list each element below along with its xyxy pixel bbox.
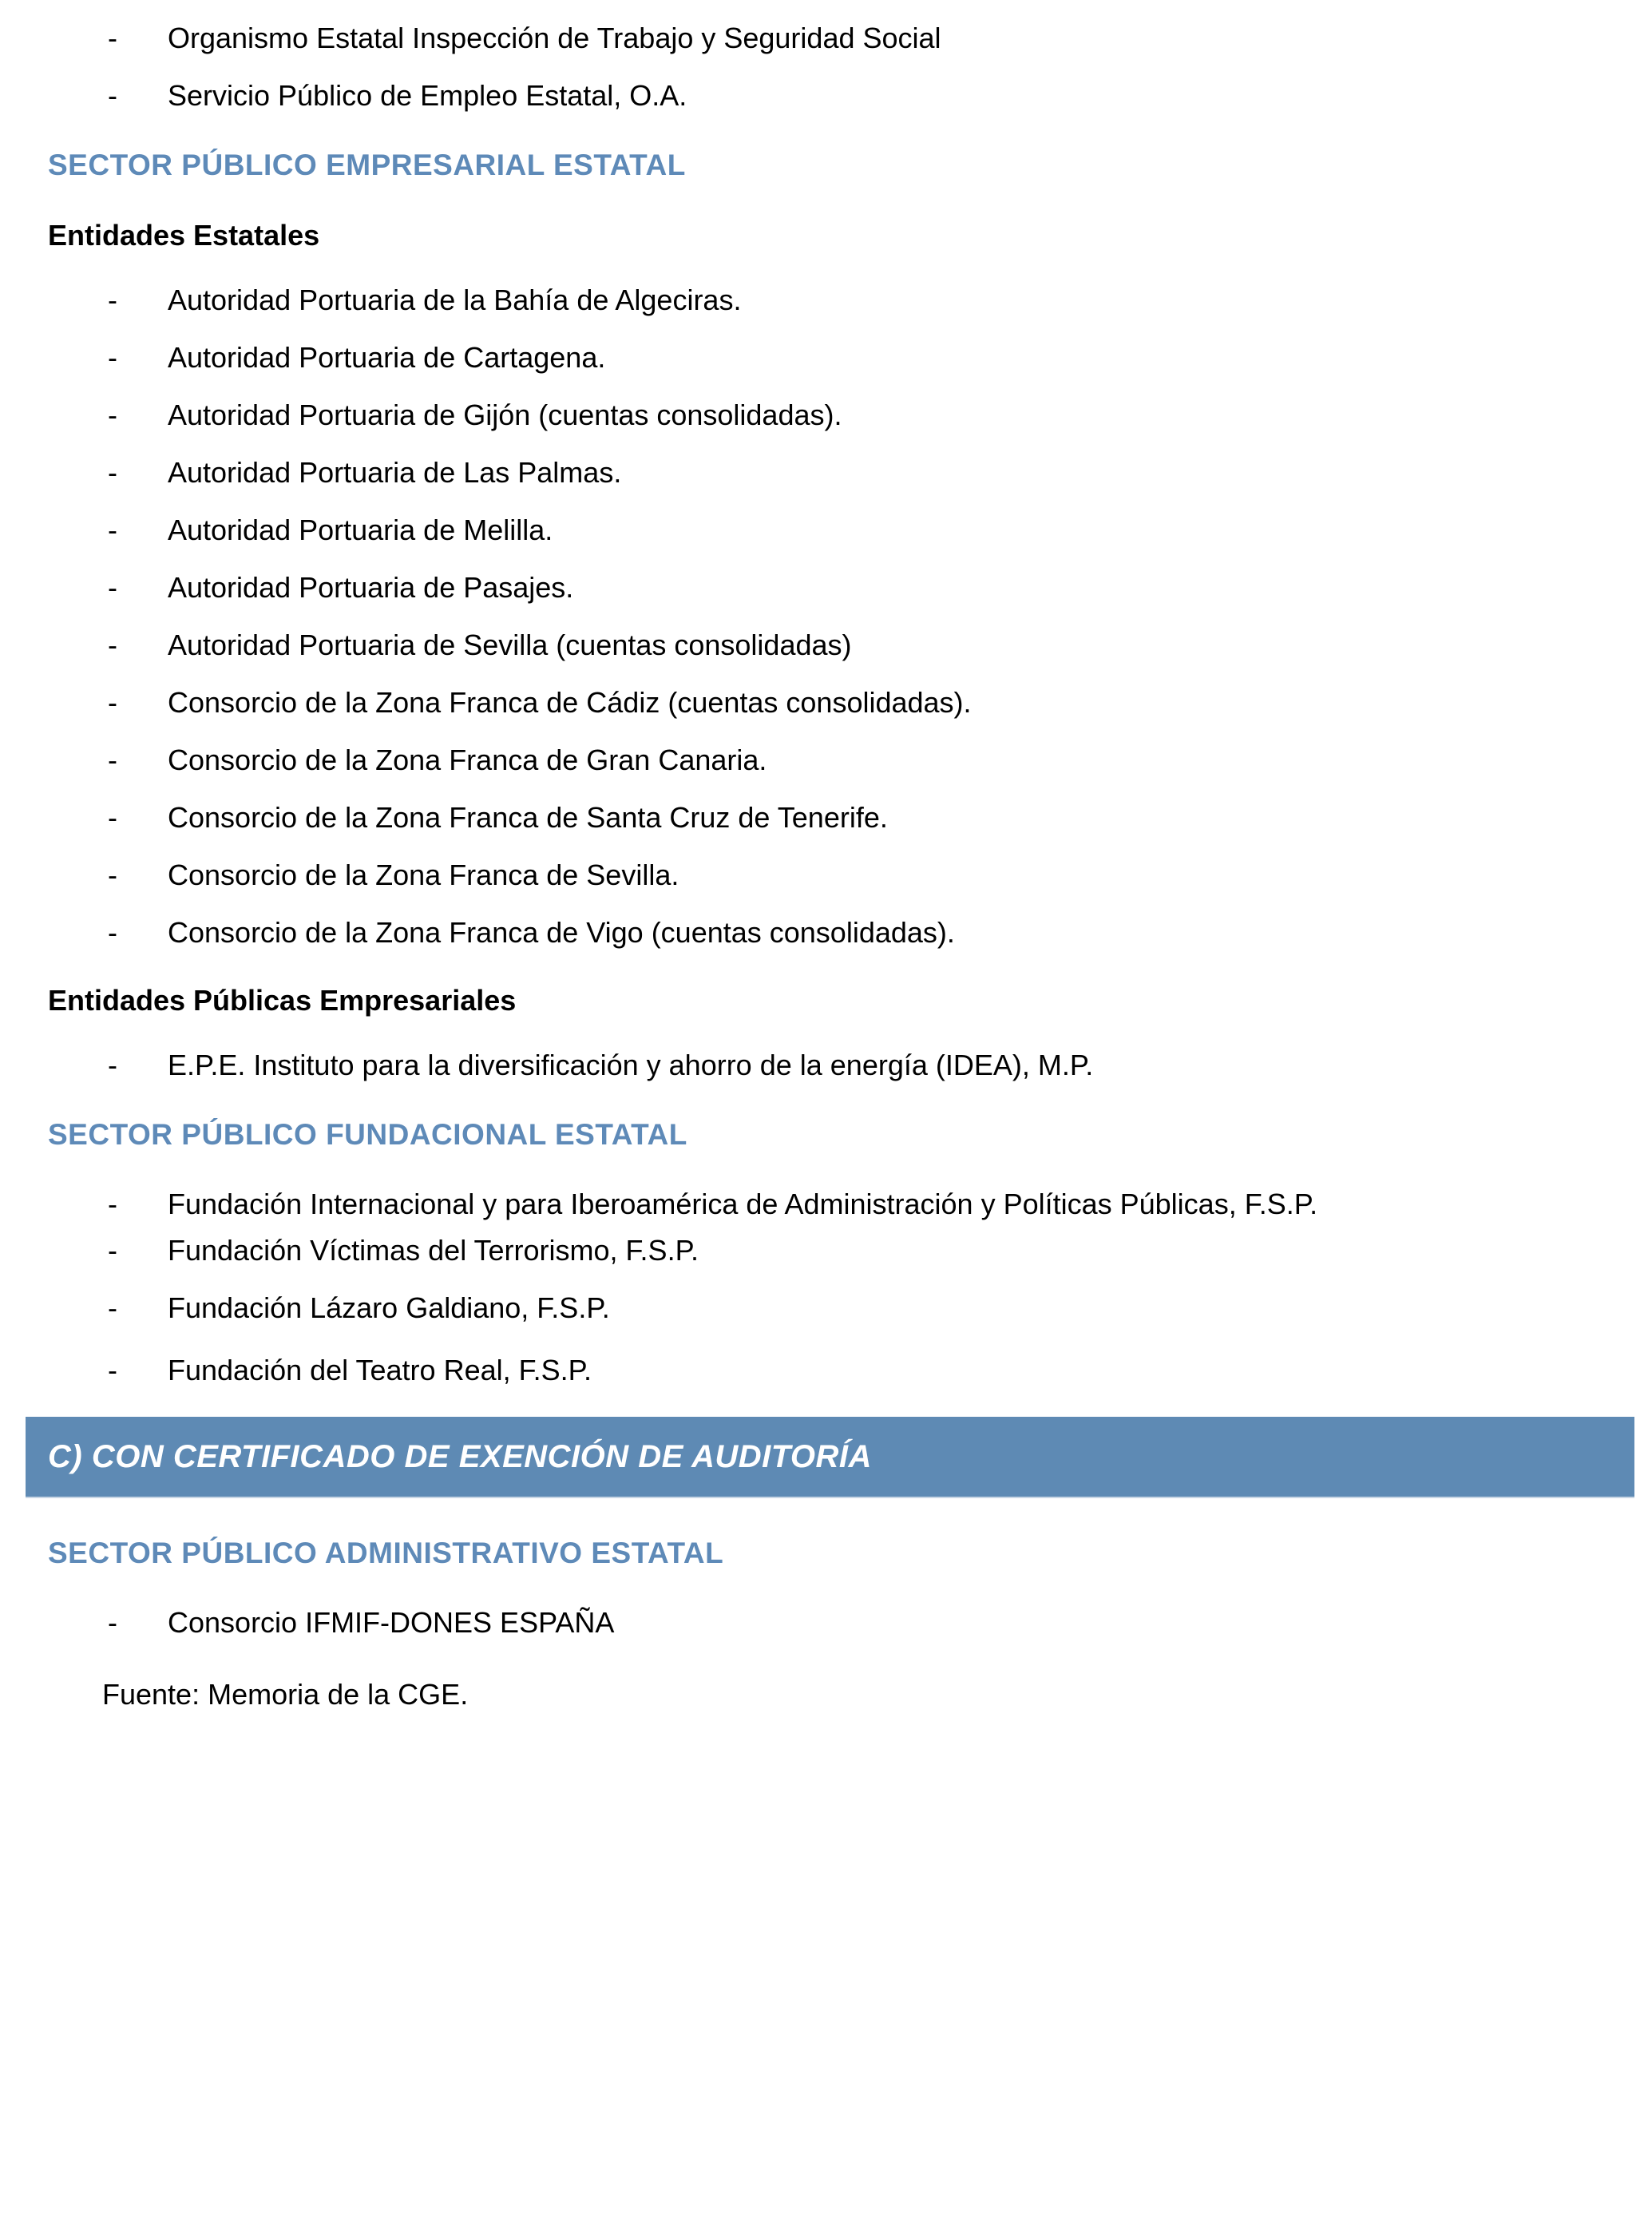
list-item — [0, 1049, 1620, 1081]
list-item-text: Autoridad Portuaria de la Bahía de Algeciras. — [168, 284, 742, 316]
list-item — [0, 80, 1620, 112]
subsection-heading: Entidades Públicas Empresariales — [48, 984, 517, 1017]
list-item-text: Autoridad Portuaria de Pasajes. — [168, 571, 574, 604]
list-item — [0, 687, 1620, 719]
list-item — [0, 572, 1620, 604]
list-item-text: Fundación del Teatro Real, F.S.P. — [168, 1354, 592, 1386]
section-heading: SECTOR PÚBLICO ADMINISTRATIVO ESTATAL — [48, 1537, 724, 1569]
list-item — [0, 1354, 1620, 1386]
list-dash: - — [108, 859, 117, 891]
list-dash: - — [108, 744, 117, 776]
list-dash: - — [108, 341, 117, 374]
list-item-text: Autoridad Portuaria de Cartagena. — [168, 341, 606, 374]
list-dash: - — [108, 916, 117, 949]
list-item-text: Organismo Estatal Inspección de Trabajo y Seguridad Social — [168, 22, 941, 54]
list-dash: - — [108, 1606, 117, 1639]
list-item — [0, 917, 1620, 949]
list-item — [0, 629, 1620, 661]
list-dash: - — [108, 571, 117, 604]
list-dash: - — [108, 22, 117, 54]
list-dash: - — [108, 686, 117, 719]
list-item — [0, 859, 1620, 891]
list-item-text: Autoridad Portuaria de Las Palmas. — [168, 456, 622, 489]
list-item-text: Autoridad Portuaria de Melilla. — [168, 514, 553, 546]
list-item-text: Consorcio de la Zona Franca de Santa Cruz de Tenerife. — [168, 801, 888, 834]
section-heading: SECTOR PÚBLICO EMPRESARIAL ESTATAL — [48, 149, 686, 181]
list-dash: - — [108, 1188, 117, 1220]
list-item — [0, 342, 1620, 374]
list-dash: - — [108, 1291, 117, 1324]
list-dash: - — [108, 629, 117, 661]
list-item — [0, 802, 1620, 834]
list-item — [0, 1235, 1620, 1267]
section-banner: C) CON CERTIFICADO DE EXENCIÓN DE AUDITORÍA — [26, 1417, 1634, 1498]
list-item-text: E.P.E. Instituto para la diversificación y ahorro de la energía (IDEA), M.P. — [168, 1049, 1094, 1081]
list-dash: - — [108, 284, 117, 316]
list-item — [0, 22, 1620, 54]
list-item — [0, 514, 1620, 546]
list-item-text: Fundación Lázaro Galdiano, F.S.P. — [168, 1291, 610, 1324]
list-item-text: Fundación Víctimas del Terrorismo, F.S.P. — [168, 1234, 699, 1267]
list-dash: - — [108, 399, 117, 431]
list-item — [0, 399, 1620, 431]
list-dash: - — [108, 1049, 117, 1081]
list-dash: - — [108, 514, 117, 546]
list-item — [0, 744, 1620, 776]
list-item-text: Fundación Internacional y para Iberoamérica de Administración y Políticas Públicas, F.S.P. — [168, 1188, 1318, 1220]
list-item — [0, 1188, 1620, 1220]
list-item — [0, 1607, 1620, 1639]
list-item-text: Consorcio de la Zona Franca de Cádiz (cuentas consolidadas). — [168, 686, 972, 719]
list-item — [0, 457, 1620, 489]
list-item-text: Consorcio IFMIF-DONES ESPAÑA — [168, 1606, 615, 1639]
subsection-heading: Entidades Estatales — [48, 219, 320, 252]
list-dash: - — [108, 1354, 117, 1386]
list-dash: - — [108, 1234, 117, 1267]
source-note: Fuente: Memoria de la CGE. — [102, 1678, 469, 1711]
list-dash: - — [108, 79, 117, 112]
list-item — [0, 1292, 1620, 1324]
list-dash: - — [108, 801, 117, 834]
list-item-text: Autoridad Portuaria de Gijón (cuentas consolidadas). — [168, 399, 842, 431]
list-item-text: Servicio Público de Empleo Estatal, O.A. — [168, 79, 687, 112]
list-item-text: Consorcio de la Zona Franca de Sevilla. — [168, 859, 679, 891]
section-heading: SECTOR PÚBLICO FUNDACIONAL ESTATAL — [48, 1118, 687, 1151]
list-item-text: Autoridad Portuaria de Sevilla (cuentas consolidadas) — [168, 629, 852, 661]
list-item — [0, 284, 1620, 316]
list-item-text: Consorcio de la Zona Franca de Vigo (cuentas consolidadas). — [168, 916, 955, 949]
list-dash: - — [108, 456, 117, 489]
list-item-text: Consorcio de la Zona Franca de Gran Canaria. — [168, 744, 767, 776]
